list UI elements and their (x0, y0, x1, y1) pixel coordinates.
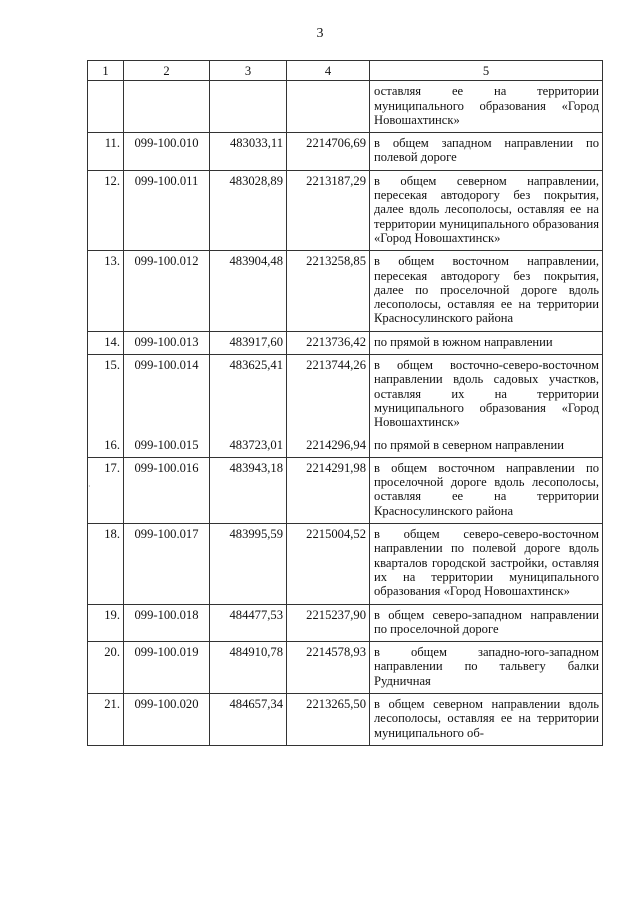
y-coordinate-cell: 2213736,42 (287, 331, 370, 354)
table-row (88, 133, 603, 171)
point-code-cell: 099-100.011 (124, 170, 210, 250)
description-cell: в общем северном направлении, пересекая автодорогу без покрытия, далее вдоль лесополосы, оставляя ее на территории муниципального образования «Город Новошахтинск» (370, 170, 603, 250)
point-number-cell: 13. (88, 251, 124, 331)
point-code-cell: 099-100.020 (124, 693, 210, 745)
point-number-cell: 16. (88, 435, 124, 458)
point-code-cell: 099-100.015 (124, 435, 210, 458)
y-coordinate-cell: 2214291,98 (287, 457, 370, 523)
table-row (88, 170, 603, 250)
y-coordinate-cell: 2213187,29 (287, 170, 370, 250)
y-coordinate-cell: 2215004,52 (287, 524, 370, 604)
y-coordinate-cell: 2214296,94 (287, 435, 370, 458)
x-coordinate-cell: 483625,41 (210, 355, 287, 435)
table-row (88, 524, 603, 604)
empty-cell (210, 81, 287, 133)
y-coordinate-cell: 2214578,93 (287, 642, 370, 694)
table-row (88, 693, 603, 745)
x-coordinate-cell: 483028,89 (210, 170, 287, 250)
point-code-cell: 099-100.017 (124, 524, 210, 604)
y-coordinate-cell: 2213258,85 (287, 251, 370, 331)
x-coordinate-cell: 483723,01 (210, 435, 287, 458)
x-coordinate-cell: 483917,60 (210, 331, 287, 354)
description-cell: в общем восточно-северо-восточном направлении вдоль садовых участков, оставляя их на территории муниципального образования «Город Новошахтинск» (370, 355, 603, 435)
description-cell: по прямой в северном направлении (370, 435, 603, 458)
point-number-cell: 17. (88, 457, 124, 523)
empty-cell (287, 81, 370, 133)
x-coordinate-cell: 484657,34 (210, 693, 287, 745)
y-coordinate-cell: 2215237,90 (287, 604, 370, 642)
point-number-cell: 21. (88, 693, 124, 745)
description-cell: в общем северо-северо-восточном направлении по полевой дороге вдоль кварталов городской застройки, оставляя их на территории муниципального образования «Город Новошахтинск» (370, 524, 603, 604)
table-row (88, 331, 603, 354)
table-row (88, 435, 603, 458)
x-coordinate-cell: 483904,48 (210, 251, 287, 331)
x-coordinate-cell: 483995,59 (210, 524, 287, 604)
point-number-cell: 12. (88, 170, 124, 250)
continuation-description: оставляя ее на территории муниципального образования «Город Новошахтинск» (370, 81, 603, 133)
point-number-cell: 11. (88, 133, 124, 171)
point-number-cell: 20. (88, 642, 124, 694)
header-cell: 4 (287, 61, 370, 81)
x-coordinate-cell: 483033,11 (210, 133, 287, 171)
description-cell: по прямой в южном направлении (370, 331, 603, 354)
table-row (88, 642, 603, 694)
description-cell: в общем восточном направлении по проселочной дороге вдоль лесополосы, оставляя ее на территории Красносулинского района (370, 457, 603, 523)
description-cell: в общем восточном направлении, пересекая автодорогу без покрытия, далее по проселочной дороге вдоль лесополосы, оставляя ее на территории Красносулинского района (370, 251, 603, 331)
table-row (88, 251, 603, 331)
y-coordinate-cell: 2213744,26 (287, 355, 370, 435)
header-cell: 5 (370, 61, 603, 81)
table-row (88, 457, 603, 523)
x-coordinate-cell: 484477,53 (210, 604, 287, 642)
point-number-cell: 15. (88, 355, 124, 435)
point-number-cell: 18. (88, 524, 124, 604)
point-code-cell: 099-100.012 (124, 251, 210, 331)
margin-mark: · (88, 482, 91, 491)
boundary-points-table (87, 60, 603, 746)
empty-cell (88, 81, 124, 133)
point-code-cell: 099-100.018 (124, 604, 210, 642)
empty-cell (124, 81, 210, 133)
header-cell: 3 (210, 61, 287, 81)
point-code-cell: 099-100.014 (124, 355, 210, 435)
point-code-cell: 099-100.019 (124, 642, 210, 694)
table-row (88, 355, 603, 435)
description-cell: в общем северном направлении вдоль лесополосы, оставляя ее на территории муниципального об- (370, 693, 603, 745)
point-code-cell: 099-100.010 (124, 133, 210, 171)
x-coordinate-cell: 484910,78 (210, 642, 287, 694)
description-cell: в общем западно-юго-западном направлении по тальвегу балки Рудничная (370, 642, 603, 694)
y-coordinate-cell: 2214706,69 (287, 133, 370, 171)
description-cell: в общем северо-западном направлении по проселочной дороге (370, 604, 603, 642)
table-row (88, 604, 603, 642)
continuation-row (88, 81, 603, 133)
point-number-cell: 14. (88, 331, 124, 354)
y-coordinate-cell: 2213265,50 (287, 693, 370, 745)
description-cell: в общем западном направлении по полевой дороге (370, 133, 603, 171)
point-code-cell: 099-100.013 (124, 331, 210, 354)
header-row (88, 61, 603, 81)
page-number: 3 (316, 26, 324, 41)
point-code-cell: 099-100.016 (124, 457, 210, 523)
point-number-cell: 19. (88, 604, 124, 642)
header-cell: 1 (88, 61, 124, 81)
x-coordinate-cell: 483943,18 (210, 457, 287, 523)
header-cell: 2 (124, 61, 210, 81)
